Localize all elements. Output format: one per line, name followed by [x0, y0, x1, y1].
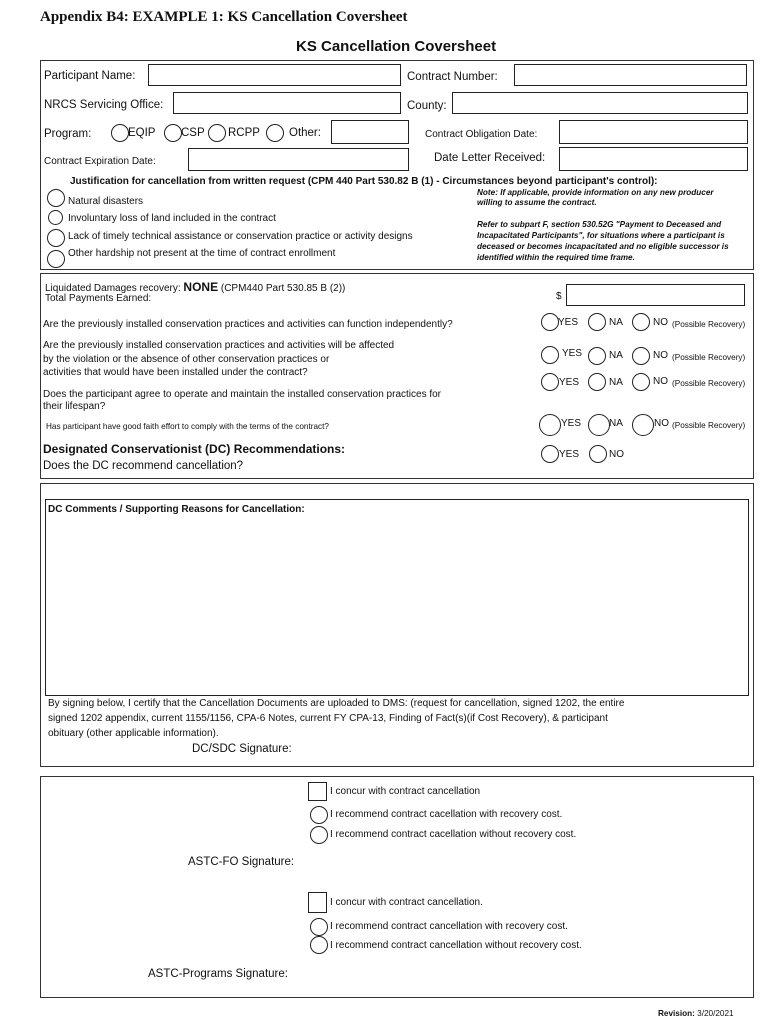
- dc-no-label: NO: [609, 449, 624, 460]
- program-other-radio[interactable]: [266, 124, 284, 142]
- prog-without-recovery-label: I recommend contract cancellation without recovery cost.: [330, 940, 582, 951]
- dc-comments-field[interactable]: [45, 499, 749, 696]
- question-affected-line1: Are the previously installed conservation practices and activities will be affected: [43, 340, 395, 351]
- astc-programs-signature-label: ASTC-Programs Signature:: [148, 968, 288, 980]
- dc-recommendations-heading: Designated Conservationist (DC) Recommendations:: [43, 442, 346, 456]
- dc-comments-label: DC Comments / Supporting Reasons for Cancellation:: [48, 504, 305, 515]
- justification-heading: Justification for cancellation from written request (CPM 440 Part 530.82 B (1) - Circumstances beyond participant's control):: [70, 176, 658, 187]
- expiration-date-label: Contract Expiration Date:: [44, 156, 156, 167]
- q1-na-radio[interactable]: [588, 313, 606, 331]
- q4-na-radio[interactable]: [588, 414, 610, 436]
- contract-number-field[interactable]: [514, 64, 747, 86]
- natural-disasters-radio[interactable]: [47, 189, 65, 207]
- program-eqip-radio[interactable]: [111, 124, 129, 142]
- date-letter-received-field[interactable]: [559, 147, 748, 171]
- q1-no-radio[interactable]: [632, 313, 650, 331]
- nrcs-office-field[interactable]: [173, 92, 401, 114]
- q2-yes-label: YES: [562, 348, 583, 359]
- q3-no-radio[interactable]: [632, 373, 650, 391]
- form-title: KS Cancellation Coversheet: [296, 38, 497, 55]
- county-field[interactable]: [452, 92, 748, 114]
- expiration-date-field[interactable]: [188, 148, 409, 171]
- q4-na-label: NA: [609, 418, 623, 429]
- astc-fo-signature-label: ASTC-FO Signature:: [188, 856, 295, 868]
- q3-possible-recovery: (Possible Recovery): [672, 379, 746, 388]
- contract-number-label: Contract Number:: [407, 71, 498, 83]
- note-deceased-line3: deceased or becomes incapacitated and no eligible successor is: [477, 242, 729, 251]
- prog-concur-label: I concur with contract cancellation.: [330, 897, 483, 908]
- q1-possible-recovery: (Possible Recovery): [672, 320, 746, 329]
- q2-no-label: NO: [653, 350, 668, 361]
- dc-recommend-question: Does the DC recommend cancellation?: [43, 460, 244, 472]
- fo-with-recovery-radio[interactable]: [310, 806, 328, 824]
- note-deceased-line2: Incapacitated Participants", for situations where a participant is: [477, 231, 725, 240]
- fo-without-recovery-radio[interactable]: [310, 826, 328, 844]
- total-payments-label: Total Payments Earned:: [45, 293, 152, 304]
- q4-possible-recovery: (Possible Recovery): [672, 421, 746, 430]
- question-affected-line3: activities that would have been installed under the contract?: [43, 367, 308, 378]
- q2-na-radio[interactable]: [588, 347, 606, 365]
- program-other-label: Other:: [289, 127, 321, 139]
- revision-label: Revision:: [658, 1009, 695, 1018]
- county-label: County:: [407, 100, 447, 112]
- note-new-producer-line1: Note: If applicable, provide information on any new producer: [477, 188, 714, 197]
- dollar-sign: $: [556, 291, 562, 302]
- question-good-faith: Has participant have good faith effort to comply with the terms of the contract?: [46, 422, 329, 431]
- revision: [658, 1007, 734, 1021]
- prog-with-recovery-label: I recommend contract cancellation with recovery cost.: [330, 921, 568, 932]
- question-affected-line2: by the violation or the absence of other conservation practices or: [43, 354, 330, 365]
- q4-no-radio[interactable]: [632, 414, 654, 436]
- prog-concur-checkbox[interactable]: [308, 892, 327, 913]
- question-maintain-line1: Does the participant agree to operate and maintain the installed conservation practices for: [43, 389, 442, 400]
- obligation-date-field[interactable]: [559, 120, 748, 144]
- q3-na-radio[interactable]: [588, 373, 606, 391]
- q1-na-label: NA: [609, 317, 623, 328]
- program-csp-label: CSP: [181, 127, 205, 139]
- lack-of-assistance-radio[interactable]: [47, 229, 65, 247]
- q3-yes-radio[interactable]: [541, 373, 559, 391]
- q4-no-label: NO: [654, 418, 669, 429]
- dc-yes-label: YES: [559, 449, 580, 460]
- q3-yes-label: YES: [559, 377, 580, 388]
- q4-yes-radio[interactable]: [539, 414, 561, 436]
- program-rcpp-label: RCPP: [228, 127, 260, 139]
- program-rcpp-radio[interactable]: [208, 124, 226, 142]
- q2-no-radio[interactable]: [632, 347, 650, 365]
- revision-date: 3/20/2021: [697, 1009, 734, 1018]
- q2-possible-recovery: (Possible Recovery): [672, 353, 746, 362]
- lack-of-assistance-label: Lack of timely technical assistance or conservation practice or activity designs: [68, 231, 413, 242]
- participant-name-field[interactable]: [148, 64, 401, 86]
- q1-yes-label: YES: [558, 317, 579, 328]
- participant-name-label: Participant Name:: [44, 70, 136, 82]
- involuntary-loss-radio[interactable]: [48, 210, 63, 225]
- liquidated-label: Liquidated Damages recovery:: [45, 283, 181, 294]
- q2-yes-radio[interactable]: [541, 346, 559, 364]
- appendix-title: Appendix B4: EXAMPLE 1: KS Cancellation Coversheet: [40, 9, 408, 25]
- dc-signature-label: DC/SDC Signature:: [192, 743, 292, 755]
- involuntary-loss-label: Involuntary loss of land included in the contract: [68, 213, 276, 224]
- fo-concur-checkbox[interactable]: [308, 782, 327, 801]
- program-eqip-label: EQIP: [128, 127, 156, 139]
- prog-with-recovery-radio[interactable]: [310, 918, 328, 936]
- question-independent-function: Are the previously installed conservation practices and activities can function independently?: [43, 319, 453, 330]
- total-payments-field[interactable]: [566, 284, 745, 306]
- prog-without-recovery-radio[interactable]: [310, 936, 328, 954]
- question-maintain-line2: their lifespan?: [43, 401, 106, 412]
- certify-line1: By signing below, I certify that the Cancellation Documents are uploaded to DMS: (request for cancellation, signed 1202, the entire: [48, 698, 625, 709]
- liquidated-reference: (CPM440 Part 530.85 B (2)): [220, 283, 346, 294]
- nrcs-office-label: NRCS Servicing Office:: [44, 99, 164, 111]
- q2-na-label: NA: [609, 350, 623, 361]
- q1-no-label: NO: [653, 317, 668, 328]
- q3-na-label: NA: [609, 377, 623, 388]
- q4-yes-label: YES: [561, 418, 582, 429]
- liquidated-value: NONE: [183, 280, 219, 294]
- fo-without-recovery-label: I recommend contract cacellation without recovery cost.: [330, 829, 577, 840]
- program-csp-radio[interactable]: [164, 124, 182, 142]
- program-other-field[interactable]: [331, 120, 409, 144]
- q3-no-label: NO: [653, 376, 668, 387]
- certify-line2: signed 1202 appendix, current 1155/1156, CPA-6 Notes, current FY CPA-13, Finding of Fact(s)(if Cost Recovery), & participant: [48, 713, 608, 724]
- date-letter-received-label: Date Letter Received:: [434, 152, 546, 164]
- note-deceased-line1: Refer to subpart F, section 530.52G "Payment to Deceased and: [477, 220, 722, 229]
- fo-concur-label: I concur with contract cancellation: [330, 786, 481, 797]
- dc-yes-radio[interactable]: [541, 445, 559, 463]
- q1-yes-radio[interactable]: [541, 313, 559, 331]
- obligation-date-label: Contract Obligation Date:: [425, 129, 538, 140]
- other-hardship-label: Other hardship not present at the time of contract enrollment: [68, 248, 336, 259]
- program-label: Program:: [44, 128, 92, 140]
- note-deceased-line4: identified within the required time frame.: [477, 253, 635, 262]
- dc-no-radio[interactable]: [589, 445, 607, 463]
- fo-with-recovery-label: I recommend contract cacellation with recovery cost.: [330, 809, 563, 820]
- natural-disasters-label: Natural disasters: [68, 196, 144, 207]
- note-new-producer-line2: willing to assume the contract.: [477, 198, 597, 207]
- other-hardship-radio[interactable]: [47, 250, 65, 268]
- certify-line3: obituary (other applicable information).: [48, 728, 219, 739]
